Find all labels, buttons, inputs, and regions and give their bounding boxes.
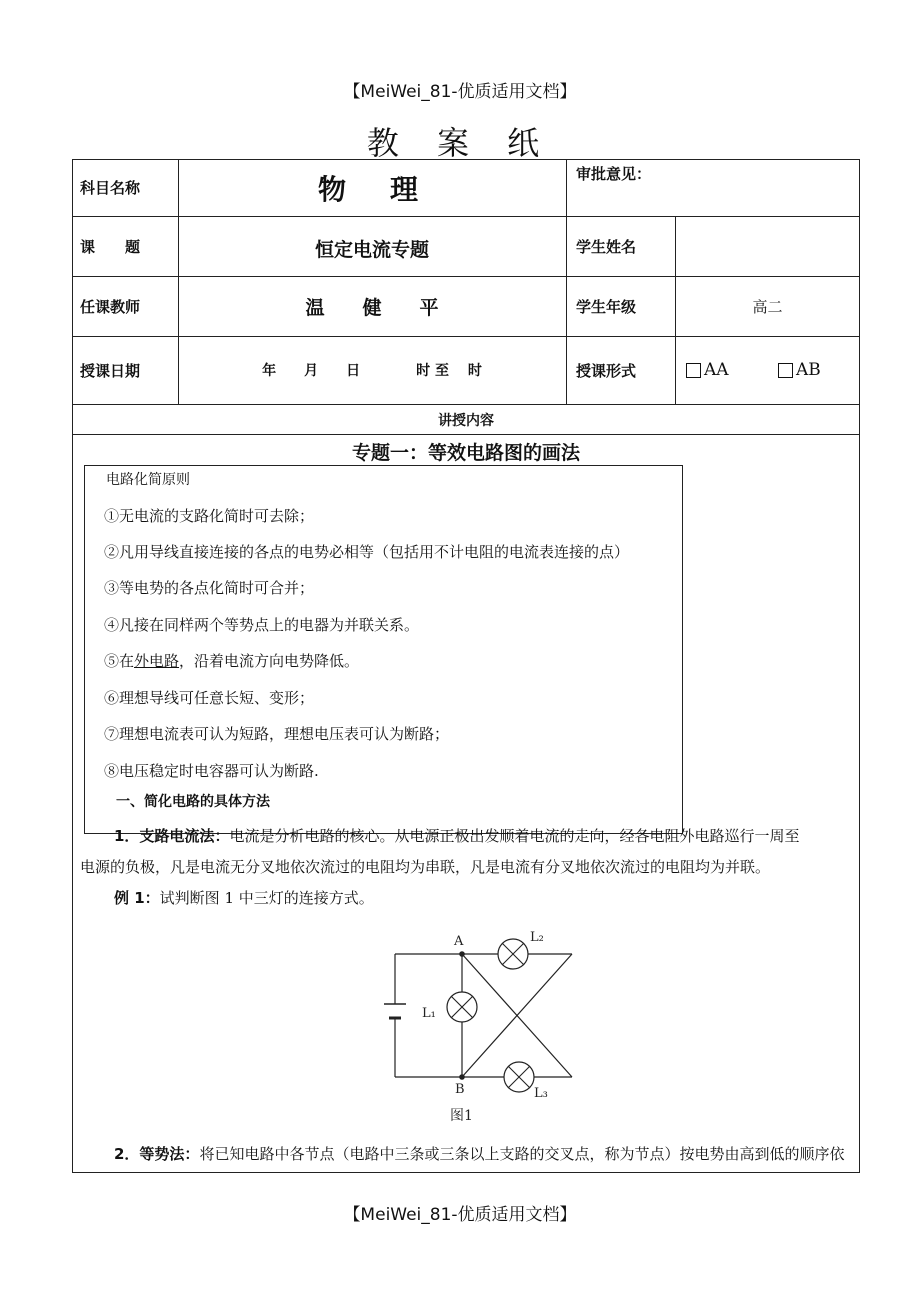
form-option-aa[interactable]: AA [686,336,776,404]
rule-item-5: ⑤在外电路，沿着电流方向电势降低。 [104,652,360,670]
student-name-label: 学生姓名 [576,237,637,256]
figure-caption: 图1 [450,1108,473,1124]
checkbox-icon [686,363,701,378]
lamp-l2-label: L₂ [530,930,544,945]
teacher-label: 任课教师 [80,297,141,316]
document-header: 【MeiWei_81-优质适用文档】 [343,82,577,102]
example1: 例 1：试判断图 1 中三灯的连接方式。 [114,889,374,907]
method2-line: 2．等势法：将已知电路中各节点（电路中三条或三条以上支路的交叉点，称为节点）按电势由高到低的顺序依 [114,1145,845,1163]
rule-item-3: ③等电势的各点化简时可合并； [104,579,315,597]
document-footer: 【MeiWei_81-优质适用文档】 [343,1205,577,1225]
form-label: 授课形式 [576,361,637,380]
form-option-ab[interactable]: AB [778,336,858,404]
method1-line2: 电源的负极，凡是电流无分叉地依次流过的电阻均为串联，凡是电流有分叉地依次流过的电阻均为并联。 [80,858,771,876]
date-value: 年 月 日 时 至 时 [262,363,482,379]
node-a [459,951,465,957]
rule-item-8: ⑧电压稳定时电容器可认为断路. [104,762,319,780]
approval-label: 审批意见： [576,164,652,183]
rule-item-6: ⑥理想导线可任意长短、变形； [104,689,315,707]
lamp-l2-icon [498,939,528,969]
subject-label: 科目名称 [80,179,141,197]
rule-item-2: ②凡用导线直接连接的各点的电势必相等（包括用不计电阻的电流表连接的点） [104,543,630,561]
node-a-label: A [454,934,464,949]
circuit-figure [380,925,580,1125]
student-name-field[interactable] [676,217,859,275]
method1-line1: 1．支路电流法：电流是分析电路的核心。从电源正极出发顺着电流的走向，经各电阻外电路巡行一周至 [114,827,800,845]
section1-heading: 一、简化电路的具体方法 [116,794,270,810]
page-title: 教 案 纸 [366,124,554,162]
date-label: 授课日期 [80,361,141,380]
lamp-l3-label: L₃ [534,1086,548,1101]
teacher-value: 温 健 平 [305,296,439,319]
node-b [459,1074,465,1080]
node-b-label: B [455,1082,465,1097]
lamp-l3-icon [504,1062,534,1092]
rule-item-7: ⑦理想电流表可认为短路，理想电压表可认为断路； [104,725,450,743]
content-label: 讲授内容 [438,412,494,429]
subject-value: 物 理 [317,172,426,206]
topic-label: 课 题 [80,237,141,256]
topic-value: 恒定电流专题 [314,238,429,261]
lamp-l1-label: L₁ [422,1006,436,1021]
checkbox-icon [778,363,793,378]
rule-item-4: ④凡接在同样两个等势点上的电器为并联关系。 [104,616,420,634]
grade-value: 高二 [752,297,783,316]
rule-item-1: ①无电流的支路化简时可去除； [104,507,315,525]
grade-label: 学生年级 [576,297,637,316]
rules-title: 电路化简原则 [106,472,190,488]
lamp-l1-icon [447,992,477,1022]
topic-heading: 专题一：等效电路图的画法 [351,442,580,464]
